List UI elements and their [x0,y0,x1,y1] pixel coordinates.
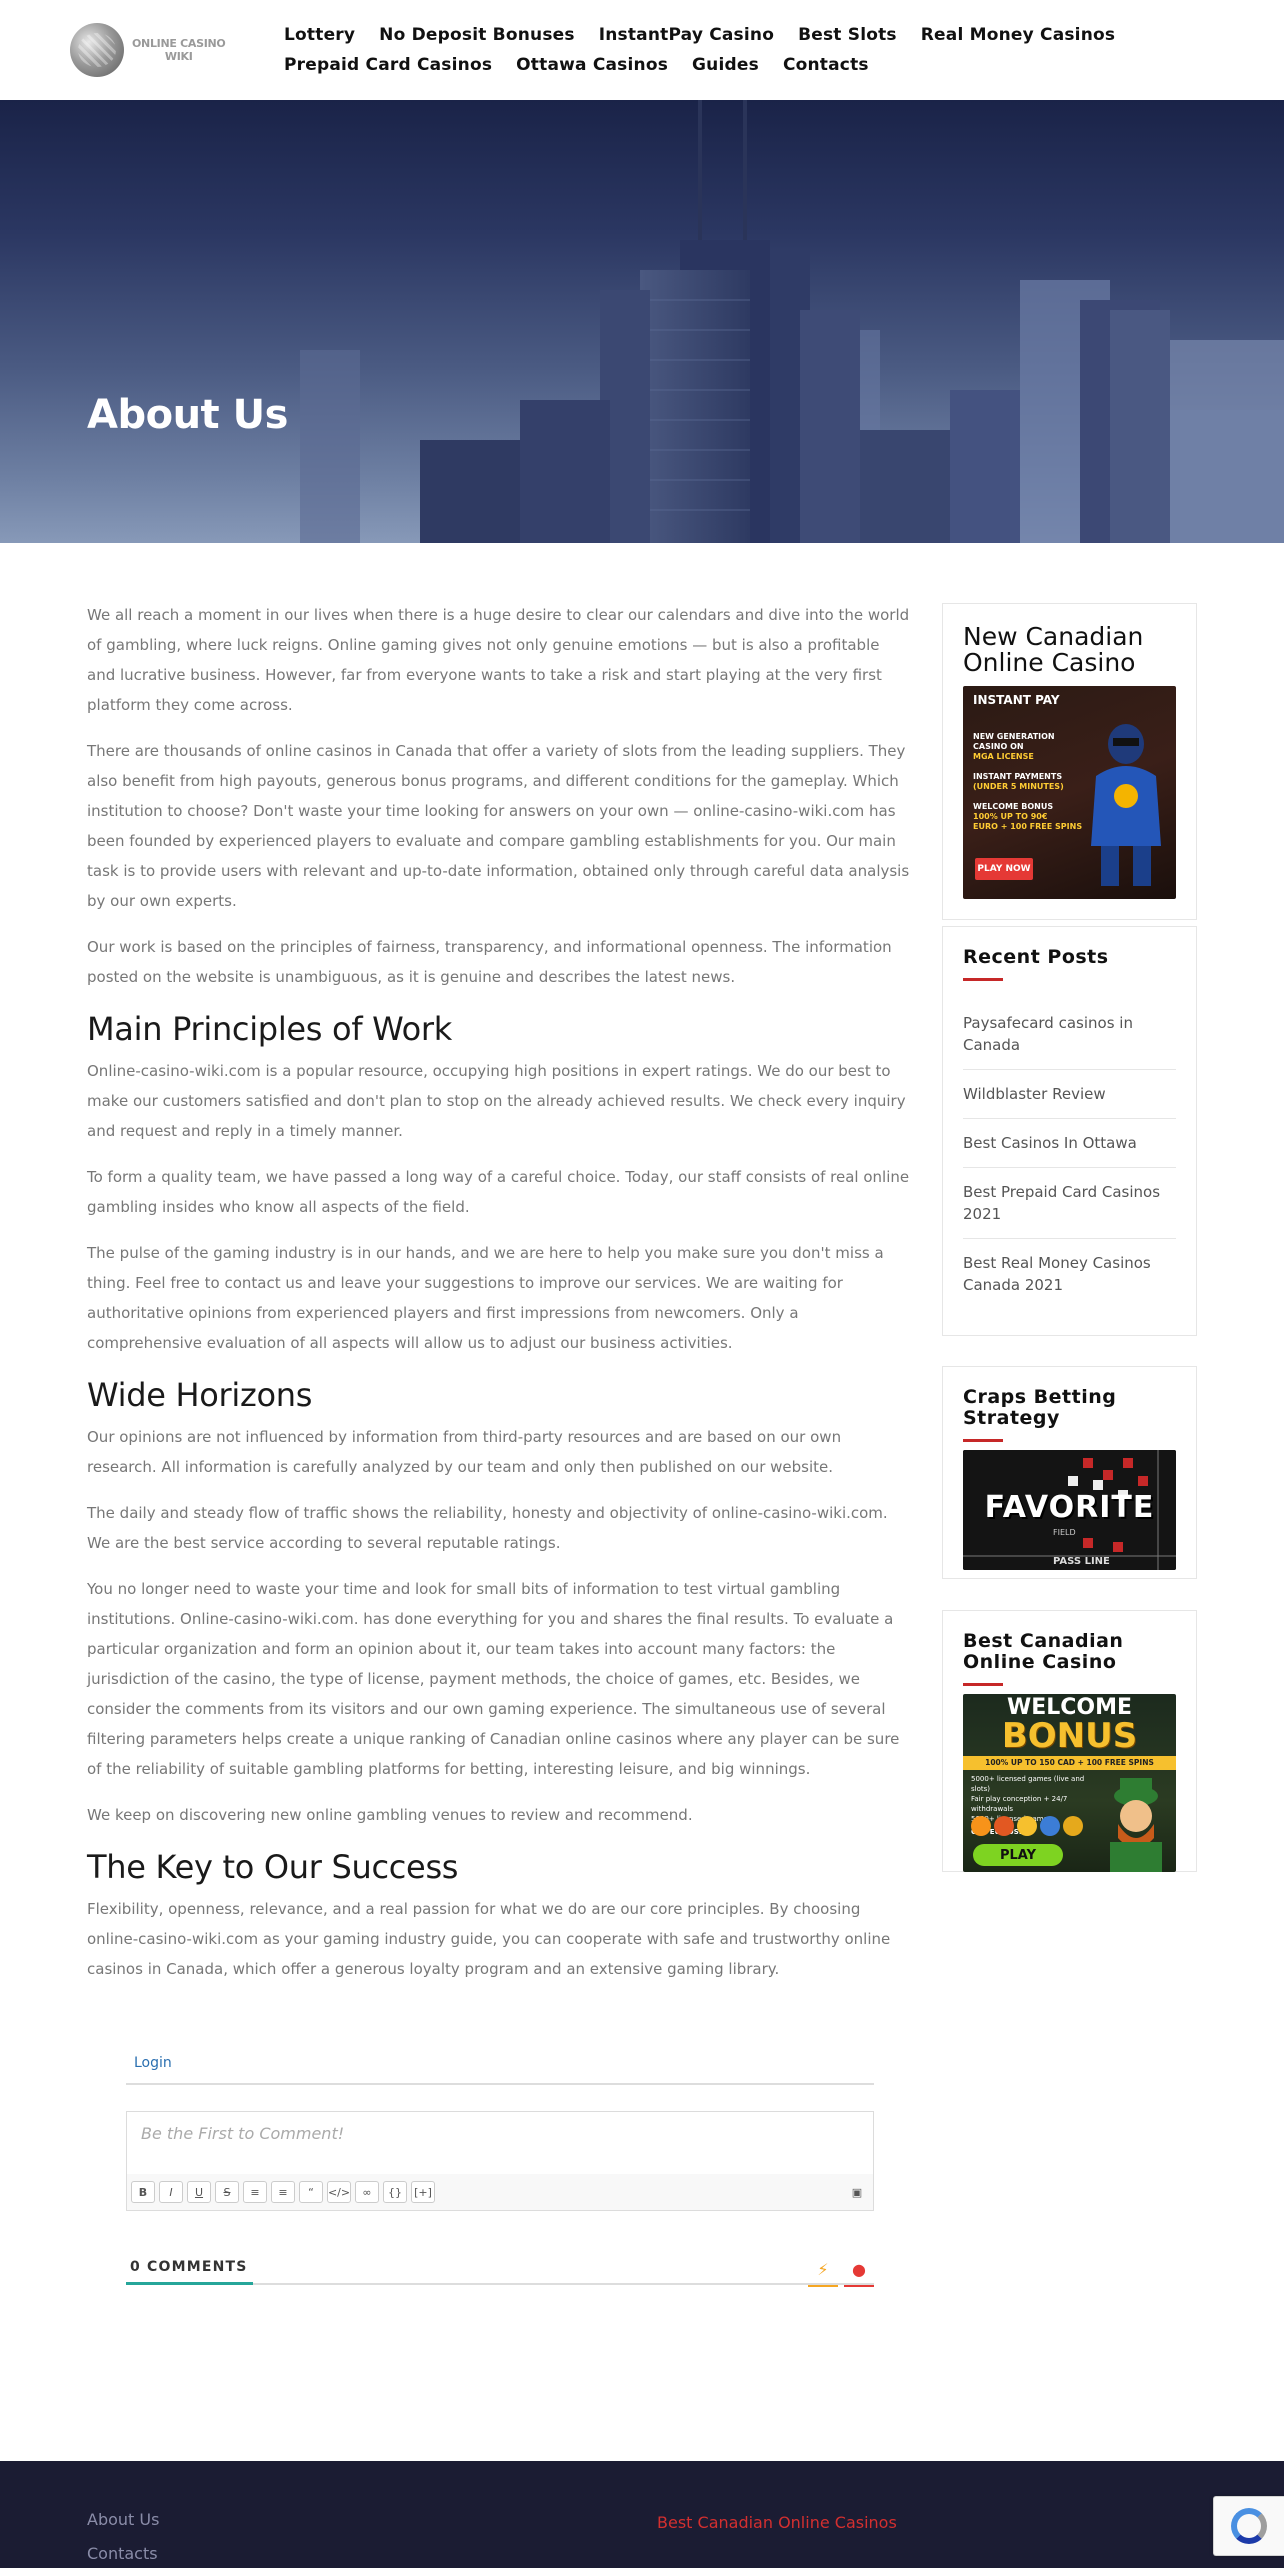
play-button[interactable]: PLAY [973,1844,1063,1866]
bullet-item: Fair play conception + 24/7 withdrawals [971,1795,1068,1813]
paragraph: Our work is based on the principles of fairness, transparency, and informational openness. The information posted on the website is unambiguous, as it is genuine and describes the latest news. [87,938,892,986]
code-block-icon[interactable]: {} [383,2181,407,2203]
widget-new-canadian-casino [942,603,1197,920]
bitcoin-icon [971,1816,991,1836]
coin-icon [1017,1816,1037,1836]
banner-line2: INSTANT PAYMENTS [973,772,1063,781]
nav-contacts[interactable]: Contacts [782,55,869,75]
currency-list: USD [1008,1828,1025,1836]
superhero-mascot-icon [1081,716,1171,886]
heading-key-to-success: The Key to Our Success [87,1848,459,1886]
comment-count-underline [126,2282,253,2285]
bullet-item: games [1028,1815,1052,1823]
sort-icons [808,2255,874,2283]
nav-no-deposit-bonuses[interactable]: No Deposit Bonuses [379,25,575,45]
comment-count-row [126,2251,874,2285]
site-footer [0,2461,1284,2568]
paragraph: To form a quality team, we have passed a long way of a careful choice. Today, our staff consists of real online gambling insides who know all aspects of the field. [87,1168,910,1216]
bullet-item: 5000+ licensed games (live and slots) [971,1775,1085,1793]
title-underline [963,1439,1003,1442]
widget-best-canadian-casino [942,1610,1197,1872]
comment-count [130,2259,248,2275]
recent-post-link[interactable]: Best Real Money Casinos Canada 2021 [963,1254,1151,1294]
logo-text-line2: WIKI [164,50,193,63]
title-underline [963,1683,1003,1686]
recaptcha-badge[interactable] [1213,2496,1284,2556]
field-label: FIELD [1053,1528,1076,1537]
welcome-bonus-banner[interactable] [963,1694,1176,1872]
banner-text [973,732,1083,832]
coin-icon [1063,1816,1083,1836]
widget-title: Recent Posts [963,946,1109,968]
logo-text-line1: ONLINE CASINO [132,37,226,50]
list-item [963,1119,1176,1168]
nav-guides[interactable]: Guides [692,55,759,75]
leprechaun-mascot-icon [1096,1772,1176,1872]
site-logo[interactable] [70,22,230,78]
banner-line1: NEW GENERATION CASINO ON [973,732,1055,751]
globe-logo-icon [70,23,124,77]
paragraph: There are thousands of online casinos in Canada that offer a variety of slots from the leading suppliers. They also benefit from high payouts, generous bonus programs, and different conditions for the gameplay. Which institution to choose? Don't waste your time looking for answers on your own — online-casino-wiki.com has been founded by experienced players to evaluate and compare gambling establishments for you. Our main task is to provide users with relevant and up-to-date information, obtained only through careful data analysis by our own experts. [87,742,910,910]
pass-line-label: PASS LINE [1053,1556,1110,1567]
nav-prepaid-card-casinos[interactable]: Prepaid Card Casinos [284,55,493,75]
comment-count-number: 0 [130,2259,141,2275]
heading-main-principles: Main Principles of Work [87,1010,452,1048]
nav-row-1 [284,20,1116,50]
italic-icon[interactable]: I [159,2181,183,2203]
lightning-icon[interactable]: ⚡ [808,2255,838,2283]
link-icon[interactable]: ∞ [355,2181,379,2203]
nav-ottawa-casinos[interactable]: Ottawa Casinos [516,55,669,75]
heading-wide-horizons: Wide Horizons [87,1376,313,1414]
page-title: About Us [87,392,288,438]
paragraph: We all reach a moment in our lives when there is a huge desire to clear our calendars and dive into the world of gambling, where luck reigns. Online gaming gives not only genuine emotions — but is also a profitable and lucrative business. However, far from everyone wants to take a risk and start playing at the very first platform they come across. [87,606,910,714]
banner-line3-highlight: 100% UP TO 90€ [973,812,1048,821]
footer-link-about[interactable]: About Us [87,2510,160,2529]
bonus-text: BONUS [1001,1716,1138,1756]
underline-icon[interactable]: U [187,2181,211,2203]
comment-editor[interactable] [126,2111,874,2211]
image-upload-icon[interactable]: ▣ [851,2185,863,2199]
footer-link-best-casinos[interactable]: Best Canadian Online Casinos [657,2513,897,2532]
blockquote-icon[interactable]: “ [299,2181,323,2203]
banner-line2-sub: (UNDER 5 MINUTES) [973,782,1064,791]
list-item [963,1239,1176,1309]
comment-count-label: COMMENTS [147,2259,248,2275]
recent-post-link[interactable]: Best Prepaid Card Casinos 2021 [963,1183,1161,1223]
title-underline [963,978,1003,981]
bonus-offer-text: 100% UP TO 150 CAD + 100 FREE SPINS [963,1756,1176,1770]
login-link[interactable]: Login [134,2055,172,2071]
recent-post-link[interactable]: Best Casinos In Ottawa [963,1134,1137,1152]
widget-title: Best Canadian Online Casino [963,1630,1124,1673]
hero-banner [0,100,1284,543]
ordered-list-icon[interactable]: ≡ [243,2181,267,2203]
comments-section [126,2040,874,2285]
fire-icon[interactable]: ● [844,2255,874,2283]
list-item [963,1070,1176,1119]
recaptcha-icon [1231,2508,1267,2544]
nav-lottery[interactable]: Lottery [284,25,356,45]
widget-craps-strategy [942,1366,1197,1579]
favorite-banner-text: FAVORITE [984,1490,1155,1525]
instant-pay-banner[interactable] [963,686,1176,899]
unordered-list-icon[interactable]: ≡ [271,2181,295,2203]
recent-post-link[interactable]: Wildblaster Review [963,1085,1106,1103]
craps-banner[interactable] [963,1450,1176,1570]
banner-line3-b: EURO + 100 FREE SPINS [973,822,1083,831]
list-item [963,999,1176,1070]
logo-text [132,37,225,63]
nav-real-money-casinos[interactable]: Real Money Casinos [920,25,1116,45]
nav-instantpay-casino[interactable]: InstantPay Casino [598,25,775,45]
nav-row-2 [284,50,1084,80]
login-row [126,2040,874,2085]
widget-title: Craps Betting Strategy [963,1386,1117,1429]
welcome-text: WELCOME [1006,1695,1133,1720]
paragraph: You no longer need to waste your time and look for small bits of information to test virtual gambling institutions. Online-casino-wiki.com. has done everything for you and shares the final results. To evaluate a particular organization and form an opinion about it, our team takes into account many factors: the jurisdiction of the casino, the type of license, payment methods, the choice of games, etc. Besides, we consider the comments from its visitors and our own gaming experience. The simultaneous use of several filtering parameters helps create a unique ranking of Canadian online casinos where any player can be sure of the reliability of suitable gambling platforms for betting, interesting leisure, and big winnings. [87,1580,900,1778]
comment-placeholder: Be the First to Comment! [141,2124,345,2143]
code-icon[interactable]: </> [327,2181,351,2203]
strikethrough-icon[interactable]: S [215,2181,239,2203]
instant-pay-logo: INSTANT PAY [973,693,1060,707]
litecoin-icon [1040,1816,1060,1836]
play-now-button[interactable]: PLAY NOW [975,858,1033,880]
main-nav [284,20,1116,80]
recent-posts-list [963,999,1176,1309]
city-skyline-image [0,100,1284,543]
editor-toolbar [127,2174,873,2210]
banner-line1-highlight: MGA LICENSE [973,752,1034,761]
paragraph: Online-casino-wiki.com is a popular resource, occupying high positions in expert ratings. We do our best to make our customers satisfied and don't plan to stop on the already achieved results. We check every inquiry and request and reply in a timely manner. [87,1062,906,1140]
spoiler-icon[interactable]: [+] [411,2181,435,2203]
footer-link-contacts[interactable]: Contacts [87,2544,158,2563]
widget-recent-posts [942,926,1197,1336]
paragraph: Our opinions are not influenced by information from third-party resources and are based on our own research. All information is carefully analyzed by our team and only then published on our website. [87,1428,842,1476]
crypto-icons [971,1816,1083,1836]
list-item [963,1168,1176,1239]
banner-line3: WELCOME BONUS [973,802,1054,811]
paragraph: Flexibility, openness, relevance, and a real passion for what we do are our core principles. By choosing online-casino-wiki.com as your gaming industry guide, you can cooperate with safe and trustworthy online casinos in Canada, which offer a generous loyalty program and an extensive gaming library. [87,1900,891,1978]
article-body [87,600,912,2000]
site-header [0,0,1284,100]
paragraph: We keep on discovering new online gambling venues to review and recommend. [87,1806,693,1824]
widget-title: New Canadian Online Casino [963,622,1144,677]
coin-icon [994,1816,1014,1836]
nav-best-slots[interactable]: Best Slots [798,25,897,45]
bold-icon[interactable]: B [131,2181,155,2203]
paragraph: The pulse of the gaming industry is in our hands, and we are here to help you make sure you don't miss a thing. Feel free to contact us and leave your suggestions to improve our services. We are waiting for authoritative opinions from experienced players and first impressions from newcomers. Only a comprehensive evaluation of all aspects will allow us to adjust our business activities. [87,1244,884,1352]
paragraph: The daily and steady flow of traffic shows the reliability, honesty and objectivity of online-casino-wiki.com. We are the best service according to several reputable ratings. [87,1504,888,1552]
recent-post-link[interactable]: Paysafecard casinos in Canada [963,1014,1133,1054]
